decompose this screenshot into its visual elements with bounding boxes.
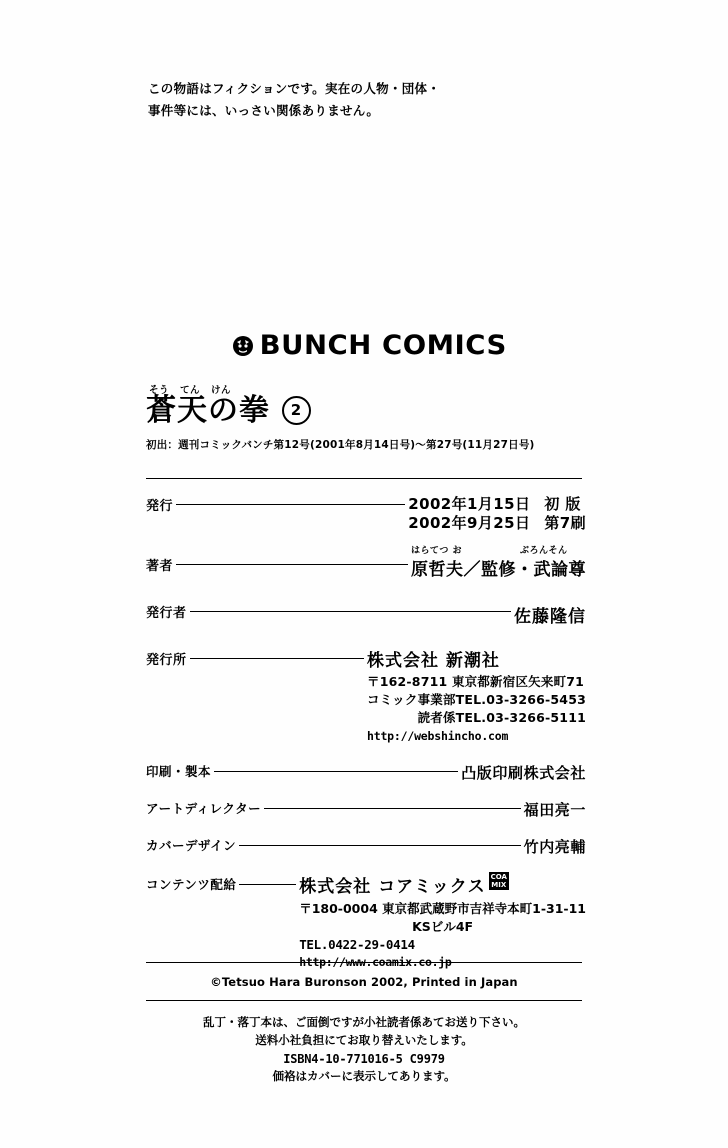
isbn-line: ISBN4-10-771016-5 C9979	[283, 1051, 445, 1066]
leader-line	[190, 611, 511, 612]
label-author: 著者	[146, 558, 174, 574]
pub-edition-2: 第7刷	[544, 513, 586, 532]
footer-note-3: 価袼はカバーに表示してあります。	[272, 1069, 456, 1084]
pub-date-1: 2002年1月15日	[408, 495, 531, 513]
divider-top	[146, 478, 582, 479]
leader-line	[176, 564, 408, 565]
contents-company-name: 株式会社 コアミックス	[299, 877, 486, 898]
contents-distribution-details	[299, 875, 586, 971]
colophon-list	[146, 495, 586, 971]
label-publication: 発行	[146, 499, 174, 514]
logo-text-bunch: BUNCH	[259, 330, 372, 361]
art-director-value: 福田亮一	[523, 801, 586, 820]
coamix-badge-line2: MIX	[491, 881, 507, 890]
disclaimer-line-1: この物語はフィクションです。実在の人物・団体・	[148, 81, 441, 96]
label-art-director: アートディレクター	[146, 801, 262, 817]
leader-line	[239, 884, 296, 885]
fiction-disclaimer	[148, 78, 568, 122]
contents-tel: TEL.0422-29-0414	[299, 937, 415, 953]
label-publisher-person: 発行者	[146, 605, 187, 621]
publisher-person-name: 佐藤隆信	[514, 606, 586, 627]
footer-note-2: 送料小社負担にてお取り替えいたします。	[255, 1032, 473, 1047]
printing-value: 凸版印刷株式会社	[461, 764, 586, 783]
author-ruby	[411, 543, 586, 555]
leader-line	[264, 808, 520, 809]
disclaimer-line-2: 事件等には、いっさい関係ありません。	[148, 102, 380, 118]
publisher-url[interactable]: http://webshincho.com	[367, 728, 509, 743]
coamix-badge-icon	[489, 872, 509, 890]
title-main: 蒼天の拳	[146, 393, 270, 428]
footer-note-1: 乱丁・落丁本は、ご面倒ですが小社読者係あてお送り下さい。	[203, 1015, 525, 1029]
title-ruby-1: そう	[149, 385, 170, 396]
cover-design-value: 竹内亮輔	[523, 838, 586, 857]
label-contents-distribution: コンテンツ配給	[146, 877, 237, 893]
publisher-tel-reader: 読者係TEL.03-3266-5111	[417, 710, 586, 726]
bunch-mascot-icon	[232, 335, 254, 357]
title-block	[146, 382, 586, 452]
footer-notes	[146, 1014, 582, 1086]
row-publication-date	[146, 495, 586, 533]
contents-url[interactable]: http://www.coamix.co.jp	[299, 955, 452, 970]
logo-text-comics: COMICS	[381, 330, 507, 361]
row-contents-distribution	[146, 875, 586, 971]
publisher-company-name: 株式会社 新潮社	[367, 650, 500, 671]
leader-line	[190, 658, 365, 659]
row-printing	[146, 762, 586, 783]
publisher-company-details	[367, 649, 586, 745]
contents-company-name-row	[299, 875, 586, 900]
publication-dates	[408, 495, 586, 533]
logo-text	[259, 330, 506, 361]
divider-middle	[146, 962, 582, 963]
leader-line	[239, 845, 520, 846]
author-name: 原哲夫／監修・武論尊	[411, 559, 586, 580]
contents-address: 〒180-0004 東京都武蔵野市吉祥寺本町1-31-11	[299, 900, 586, 916]
label-cover-design: カバーデザイン	[146, 838, 237, 854]
row-cover-design	[146, 836, 586, 857]
author-value-wrap	[411, 543, 586, 580]
leader-line	[214, 771, 458, 772]
label-printing: 印刷・製本	[146, 764, 212, 780]
row-publisher-person	[146, 602, 586, 627]
first-publication-note: 初出：週刊コミックバンチ第12号(2001年8月14日号)～第27号(11月27日号)	[146, 438, 535, 451]
author-ruby-right: ぶろんそん	[520, 545, 568, 556]
row-publisher-company	[146, 649, 586, 745]
title-ruby-2: てん	[180, 385, 201, 396]
author-ruby-left: はらてつ お	[411, 545, 463, 556]
page-title	[146, 395, 586, 427]
divider-bottom	[146, 1000, 582, 1001]
leader-line	[176, 504, 405, 505]
label-publisher-company: 発行所	[146, 652, 187, 668]
row-art-director	[146, 799, 586, 820]
pub-edition-1: 初 版	[544, 495, 581, 513]
contents-building: KSビル4F	[412, 918, 474, 934]
title-ruby-3: けん	[211, 385, 232, 396]
volume-number: 2	[282, 396, 311, 425]
coamix-badge-line1: COA	[490, 873, 507, 882]
pub-date-2: 2002年9月25日	[408, 513, 531, 532]
publisher-tel-comic: コミック事業部TEL.03-3266-5453	[367, 692, 586, 708]
publisher-address: 〒162-8711 東京都新宿区矢来町71	[367, 674, 585, 690]
row-author	[146, 543, 586, 580]
bunch-comics-logo	[128, 330, 608, 361]
copyright-line: ©Tetsuo Hara Buronson 2002, Printed in Japan	[210, 975, 518, 989]
